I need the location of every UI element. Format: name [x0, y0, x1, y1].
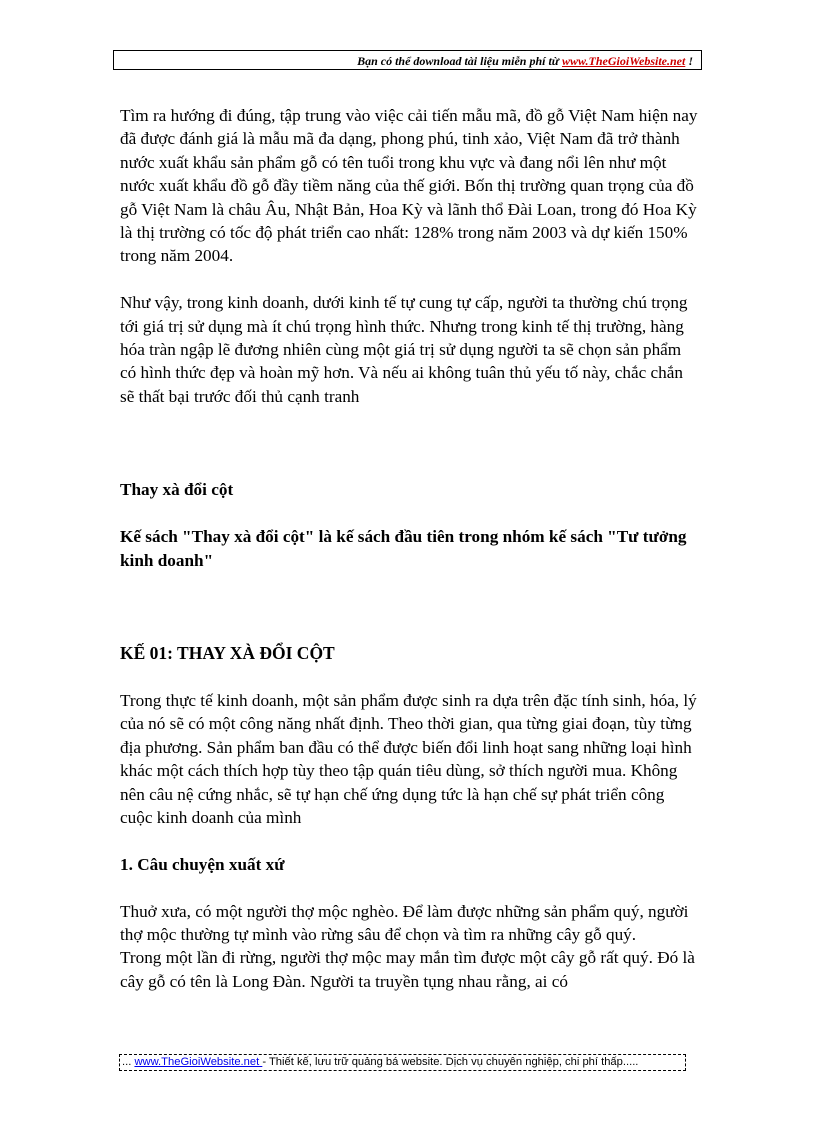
paragraph-4: Thuở xưa, có một người thợ mộc nghèo. Để làm được những sản phẩm quý, người thợ mộc thường tự mình vào rừng sâu để chọn và tìm ra những cây gỗ quý. [120, 901, 689, 945]
document-body [120, 104, 700, 993]
header-site-link[interactable]: www.TheGioiWebsite.net [561, 54, 686, 68]
page-header-banner [113, 50, 702, 70]
chapter-title: KẾ 01: THAY XÀ ĐỔI CỘT [120, 643, 335, 664]
header-suffix: ! [685, 54, 693, 68]
story-heading: 1. Câu chuyện xuất xứ [120, 854, 285, 874]
page-footer-banner [119, 1054, 686, 1071]
paragraph-1: Tìm ra hướng đi đúng, tập trung vào việc cải tiến mẫu mã, đồ gỗ Việt Nam hiện nay đã được đánh giá là mẫu mã đa dạng, phong phú, tinh xảo, Việt Nam đã trở thành nước xuất khẩu sản phẩm gỗ có tên tuổi trong khu vực và đang nổi lên như một nước xuất khẩu đồ gỗ đầy tiềm năng của thế giới. Bốn thị trường quan trọng của đồ gỗ Việt Nam là châu Âu, Nhật Bản, Hoa Kỳ và lãnh thổ Đài Loan, trong đó Hoa Kỳ là thị trường có tốc độ phát triển cao nhất: 128% trong năm 2003 và dự kiến 150% trong năm 2004. [120, 106, 698, 266]
section-subheading: Kế sách "Thay xà đổi cột" là kế sách đầu tiên trong nhóm kế sách "Tư tưởng kinh doanh" [120, 527, 687, 570]
footer-prefix: ... [122, 1056, 135, 1068]
footer-site-link[interactable]: www.TheGioiWebsite.net [134, 1056, 263, 1068]
footer-text: - Thiết kế, lưu trữ quảng bá website. Dịch vụ chuyên nghiệp, chi phí thấp..... [262, 1056, 639, 1068]
paragraph-3: Trong thực tế kinh doanh, một sản phẩm được sinh ra dựa trên đặc tính sinh, hóa, lý của nó sẽ có một công năng nhất định. Theo thời gian, qua từng giai đoạn, tùy từng địa phương. Sản phẩm ban đầu có thể được biến đổi linh hoạt sang những loại hình khác một cách thích hợp tùy theo tập quán tiêu dùng, sở thích người mua. Không nên câu nệ cứng nhắc, sẽ tự hạn chế ứng dụng tức là hạn chế sự phát triển công cuộc kinh doanh của mình [120, 691, 697, 828]
section-heading: Thay xà đổi cột [120, 480, 234, 500]
paragraph-5: Trong một lần đi rừng, người thợ mộc may mắn tìm được một cây gỗ rất quý. Đó là cây gỗ có tên là Long Đàn. Người ta truyền tụng nhau rằng, ai có [120, 948, 695, 991]
header-text: Bạn có thể download tài liệu miễn phí từ [357, 54, 562, 68]
paragraph-2: Như vậy, trong kinh doanh, dưới kinh tế tự cung tự cấp, người ta thường chú trọng tới giá trị sử dụng mà ít chú trọng hình thức. Nhưng trong kinh tế thị trường, hàng hóa tràn ngập lẽ đương nhiên cùng một giá trị sử dụng người ta sẽ chọn sản phẩm có hình thức đẹp và hoàn mỹ hơn. Và nếu ai không tuân thủ yếu tố này, chắc chắn sẽ thất bại trước đối thủ cạnh tranh [120, 293, 688, 406]
